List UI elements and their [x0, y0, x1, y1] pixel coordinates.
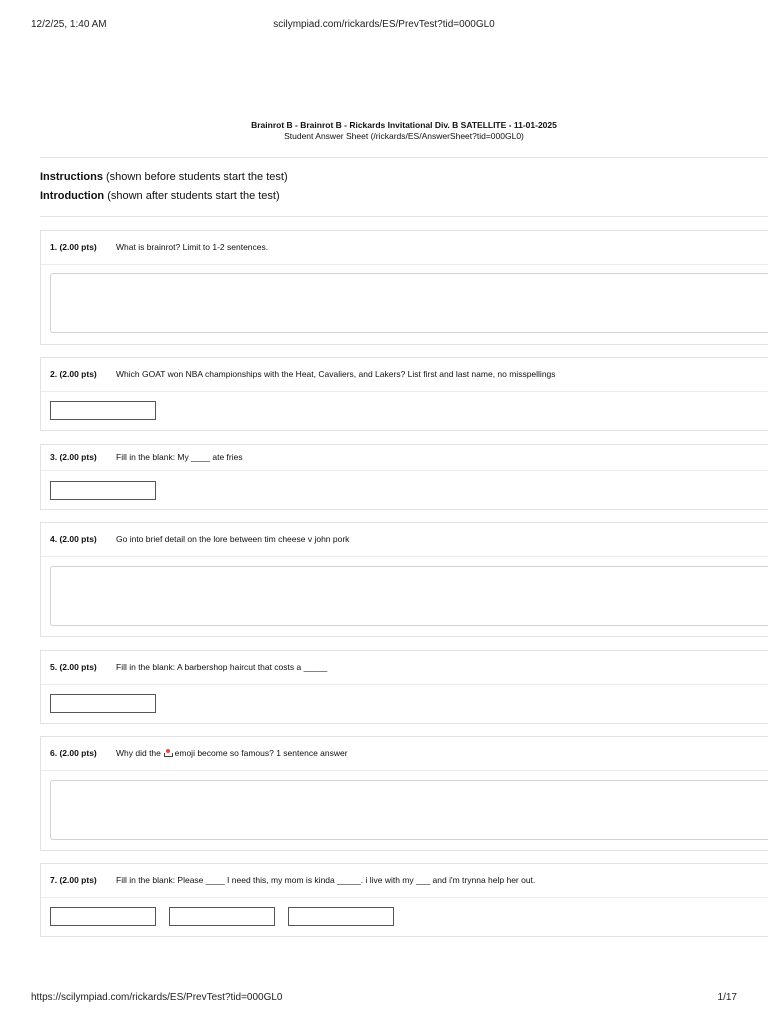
question-text: Fill in the blank: A barbershop haircut that costs a _____ [116, 662, 328, 672]
answer-input-3[interactable] [288, 907, 394, 926]
answer-input-2[interactable] [169, 907, 275, 926]
question-card-1 [40, 230, 768, 345]
question-header [41, 231, 768, 265]
question-card-2 [40, 357, 768, 431]
answer-input[interactable] [50, 694, 156, 713]
instructions-line[interactable] [40, 171, 288, 183]
divider [40, 216, 768, 217]
question-text-after: emoji become so famous? 1 sentence answer [174, 748, 348, 758]
question-number: 5. (2.00 pts) [50, 662, 97, 672]
instructions-label: Instructions [40, 171, 103, 183]
instructions-note: (shown before students start the test) [106, 171, 288, 183]
divider [40, 157, 768, 158]
question-text [116, 737, 348, 770]
question-card-6 [40, 736, 768, 851]
question-header [41, 737, 768, 771]
pushpin-person-emoji-icon [163, 748, 172, 757]
introduction-note: (shown after students start the test) [107, 190, 280, 202]
question-number: 6. (2.00 pts) [50, 748, 97, 758]
question-number: 1. (2.00 pts) [50, 242, 97, 252]
test-title: Brainrot B - Brainrot B - Rickards Invitational Div. B SATELLITE - 11-01-2025 [251, 120, 557, 130]
answer-input-1[interactable] [50, 907, 156, 926]
question-text: Fill in the blank: My ____ ate fries [116, 452, 243, 462]
question-header [41, 358, 768, 392]
question-number: 3. (2.00 pts) [50, 452, 97, 462]
answer-input[interactable] [50, 481, 156, 500]
question-header [41, 864, 768, 898]
question-header [41, 651, 768, 685]
question-number: 4. (2.00 pts) [50, 534, 97, 544]
answer-sheet-link[interactable]: Student Answer Sheet (/rickards/ES/AnswerSheet?tid=000GL0) [284, 131, 524, 141]
question-card-3 [40, 444, 768, 510]
question-text: What is brainrot? Limit to 1-2 sentences. [116, 242, 269, 252]
introduction-label: Introduction [40, 190, 105, 202]
question-card-4 [40, 522, 768, 637]
question-text: Go into brief detail on the lore between tim cheese v john pork [116, 534, 350, 544]
footer-url: https://scilympiad.com/rickards/ES/PrevTest?tid=000GL0 [31, 992, 283, 1003]
test-title-block [0, 120, 768, 142]
question-card-7 [40, 863, 768, 937]
question-text-before: Why did the [116, 748, 161, 758]
question-number: 7. (2.00 pts) [50, 875, 97, 885]
question-number: 2. (2.00 pts) [50, 369, 97, 379]
question-text: Which GOAT won NBA championships with the Heat, Cavaliers, and Lakers? List first and last name, no misspellings [116, 369, 556, 379]
question-card-5 [40, 650, 768, 724]
answer-textarea[interactable] [50, 566, 768, 626]
introduction-line[interactable] [40, 190, 280, 202]
question-text: Fill in the blank: Please ____ I need this, my mom is kinda _____. i live with my ___ and i'm trynna help her out. [116, 875, 536, 885]
question-header [41, 523, 768, 557]
question-header [41, 445, 768, 471]
answer-textarea[interactable] [50, 780, 768, 840]
answer-textarea[interactable] [50, 273, 768, 333]
print-url: scilympiad.com/rickards/ES/PrevTest?tid=000GL0 [273, 19, 495, 30]
print-datetime: 12/2/25, 1:40 AM [31, 19, 107, 30]
page-number: 1/17 [717, 992, 737, 1003]
answer-input[interactable] [50, 401, 156, 420]
